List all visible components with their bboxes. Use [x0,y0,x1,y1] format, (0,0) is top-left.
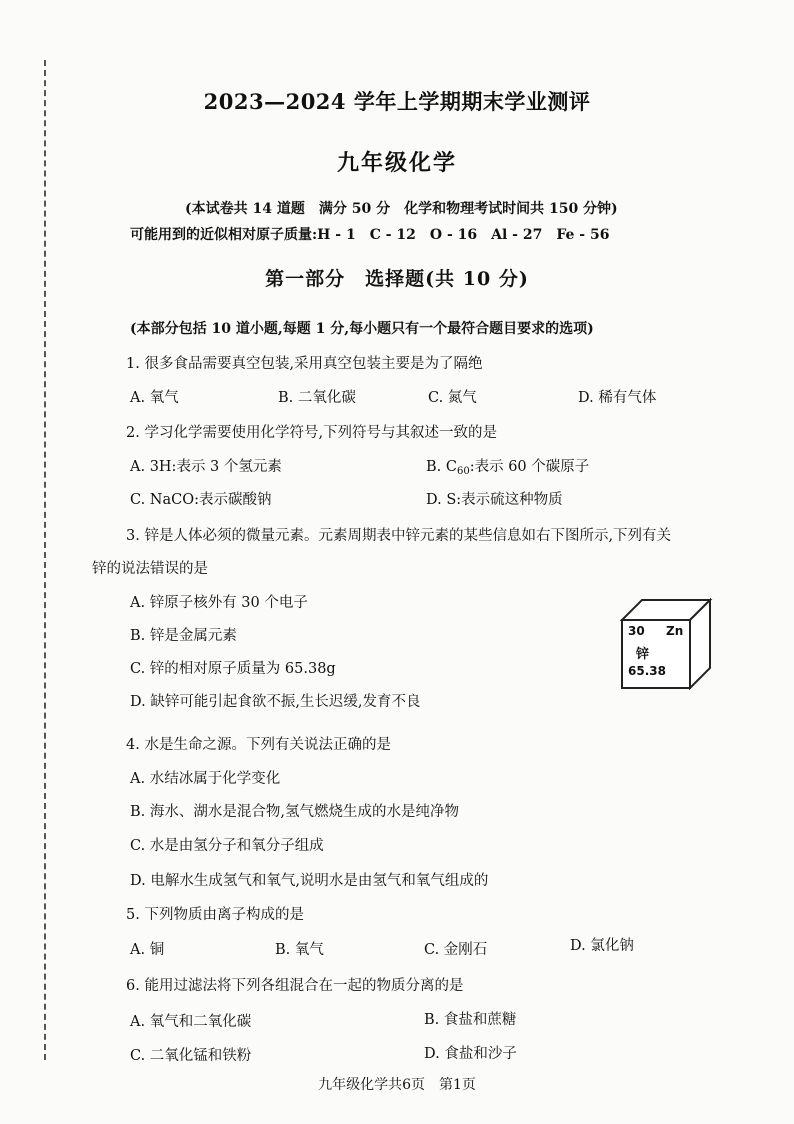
question-3-stem-line2: 锌的说法错误的是 [92,561,208,577]
question-4-stem: 4. 水是生命之源。下列有关说法正确的是 [126,737,391,753]
question-4-option-d: D. 电解水生成氢气和氧气,说明水是由氢气和氧气组成的 [130,873,489,889]
question-4-option-a: A. 水结冰属于化学变化 [130,771,281,787]
question-6-stem: 6. 能用过滤法将下列各组混合在一起的物质分离的是 [126,978,464,994]
question-6-option-a: A. 氧气和二氧化碳 [130,1014,252,1030]
question-3-option-c: C. 锌的相对原子质量为 65.38g [130,661,336,677]
zinc-name: 锌 [636,647,650,662]
question-4-option-c: C. 水是由氢分子和氧分子组成 [130,838,324,854]
question-3-option-a: A. 锌原子核外有 30 个电子 [130,595,308,611]
zinc-symbol: Zn [666,624,684,638]
question-5-option-c: C. 金刚石 [424,942,488,958]
question-1-option-c: C. 氮气 [428,390,477,406]
question-6-option-d: D. 食盐和沙子 [424,1046,517,1062]
question-3-option-d: D. 缺锌可能引起食欲不振,生长迟缓,发育不良 [130,694,421,710]
zinc-atomic-mass: 65.38 [628,664,666,678]
question-6-option-b: B. 食盐和蔗糖 [424,1012,517,1028]
question-3-stem-line1: 3. 锌是人体必须的微量元素。元素周期表中锌元素的某些信息如右下图所示,下列有关 [126,528,672,544]
question-1-option-a: A. 氧气 [130,390,179,406]
question-2-option-a: A. 3H:表示 3 个氢元素 [130,459,282,475]
question-2-option-d: D. S:表示硫这种物质 [426,492,563,508]
question-5-option-b: B. 氧气 [275,942,324,958]
section-title: 第一部分 选择题(共 10 分) [265,268,529,290]
question-5-stem: 5. 下列物质由离子构成的是 [126,907,304,923]
question-6-option-c: C. 二氧化锰和铁粉 [130,1048,252,1064]
binding-dashed-line [44,60,46,1060]
question-2-option-b: B. $C_{60}$:表示 60 个碳原子 [426,459,590,477]
question-2-option-c: C. NaCO:表示碳酸钠 [130,492,272,508]
section-instructions: (本部分包括 10 道小题,每题 1 分,每小题只有一个最符合题目要求的选项) [130,321,594,337]
question-1-option-b: B. 二氧化碳 [278,390,356,406]
exam-subject: 九年级化学 [336,150,457,176]
exam-meta: (本试卷共 14 道题 满分 50 分 化学和物理考试时间共 150 分钟) [185,201,618,217]
exam-title: 2023—2024 学年上学期期末学业测评 [203,89,591,114]
question-4-option-b: B. 海水、湖水是混合物,氢气燃烧生成的水是纯净物 [130,804,459,820]
question-1-stem: 1. 很多食品需要真空包装,采用真空包装主要是为了隔绝 [126,356,483,372]
zinc-atomic-number: 30 [628,624,645,638]
atomic-masses: 可能用到的近似相对原子质量:H - 1 C - 12 O - 16 Al - 27 Fe - 56 [130,227,610,243]
question-5-option-d: D. 氯化钠 [570,938,634,954]
question-1-option-d: D. 稀有气体 [578,390,657,406]
question-5-option-a: A. 铜 [130,942,165,958]
question-2-stem: 2. 学习化学需要使用化学符号,下列符号与其叙述一致的是 [126,425,498,441]
page-footer: 九年级化学共6页 第1页 [318,1077,476,1093]
question-3-option-b: B. 锌是金属元素 [130,628,237,644]
